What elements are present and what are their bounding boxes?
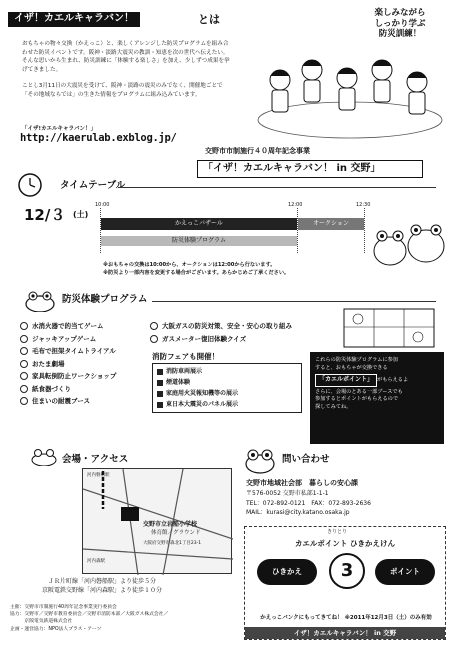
school-address: 大阪府交野市森北1丁目23-1 <box>143 541 202 546</box>
frog-icon <box>20 360 28 368</box>
intro-line: げてきました。 <box>22 66 62 73</box>
list-item-label: 消防車両展示 <box>166 368 203 376</box>
list-item <box>20 320 160 333</box>
credit-line: 企画・運営協力：NPO法人プラス・アーツ <box>10 626 102 632</box>
frog-icon <box>20 322 28 330</box>
program-title: 防災体験プログラム <box>62 294 148 305</box>
list-item-label: 家具転倒防止ワークショップ <box>32 372 117 381</box>
slogan <box>352 8 448 40</box>
event-weekday: (土) <box>73 210 89 219</box>
slogan-line: 防災訓練！ <box>378 29 422 40</box>
frog-icon <box>20 385 28 393</box>
coupon-exchange-label: ひきかえ <box>257 559 317 585</box>
divider <box>152 301 436 302</box>
kaeru-point-label: 「カエルポイント」 <box>315 374 377 387</box>
children-illustration <box>252 40 448 140</box>
contact-title: 問い合わせ <box>282 454 330 465</box>
list-item-label: 東日本大震災のパネル展示 <box>166 401 239 409</box>
frogs-illustration <box>370 196 448 278</box>
access-title: 会場・アクセス <box>62 454 129 465</box>
cut-line-label: きりとり <box>327 529 348 535</box>
box-line: すると、おもちゃが交換できる <box>315 364 388 371</box>
tick-line <box>297 208 298 253</box>
list-item <box>157 388 297 399</box>
school-name: 交野市立岩船小学校 <box>143 521 198 528</box>
event-title: 「イザ！カエルキャラバン！ in 交野」 <box>197 160 423 178</box>
bazaar-bar: かえっこバザール <box>101 218 297 230</box>
intro-line: そんな思いから生まれ、防災訓練に「体験する楽しさ」を加え、少しずつ成果を挙 <box>22 58 230 65</box>
list-item <box>157 399 297 410</box>
fire-fair <box>152 352 302 413</box>
square-icon <box>157 402 163 408</box>
frog-icon <box>20 347 28 355</box>
coupon-point-number: 3 <box>329 553 365 589</box>
list-item-label: 住まいの耐震ブース <box>32 397 90 406</box>
contact-org: 交野市地域社会部 暮らしの安心課 <box>246 479 358 487</box>
kaeru-point-box <box>310 352 444 444</box>
credit-line: 主催：交野市市制施行40周年記念事業実行委員会 <box>10 605 117 610</box>
event-date: 12/３ <box>24 206 66 224</box>
frog-icon <box>30 446 58 466</box>
list-item-label: 毛布で担架タイムトライアル <box>32 347 116 356</box>
square-icon <box>157 380 163 386</box>
list-item-label: ジャッキアップゲーム <box>32 334 97 343</box>
coupon <box>244 526 446 640</box>
tick-label: 12:00 <box>288 202 303 208</box>
blog-url[interactable]: http://kaerulab.exblog.jp/ <box>20 132 177 144</box>
fire-fair-box <box>152 363 302 413</box>
list-item-label: おたま劇場 <box>32 359 65 368</box>
intro-paragraph-1 <box>22 40 242 75</box>
timetable-note-2: ※防災より一部内容を変更する場合がございます。あらかじめご了承ください。 <box>103 270 290 276</box>
list-item <box>157 377 297 388</box>
box-line: がもらえるよ <box>377 377 409 384</box>
box-line: 参加するとポイントがもらえるので <box>315 396 399 403</box>
contact-zip: 〒576-0052 交野市私部1-1-1 <box>246 490 329 498</box>
intro-paragraph-2 <box>22 82 242 99</box>
contact-info <box>246 478 446 518</box>
puzzle-illustration <box>340 305 440 350</box>
list-item-label: 紙食器づくり <box>32 384 71 393</box>
auction-bar: オークション <box>298 218 364 230</box>
square-icon <box>157 391 163 397</box>
event-tag: 交野市市制施行４０周年記念事業 <box>205 147 310 155</box>
access-keihan: 京阪電鉄交野線「河内森駅」より徒歩１０分 <box>42 587 163 594</box>
list-item-label: 水消火器で的当てゲーム <box>32 322 104 331</box>
coupon-title: カエルポイント ひきかえけん <box>294 539 396 548</box>
coupon-point-label: ポイント <box>375 559 435 585</box>
list-item <box>20 383 160 396</box>
credit-line: 京阪電気鉄道株式会社 <box>10 619 73 625</box>
frog-icon <box>20 372 28 380</box>
url-label: 「イザ!カエルキャラバン！」 <box>22 126 97 132</box>
box-line: さらに、会場のとある一部ブースでも <box>315 388 403 395</box>
coupon-footer: イザ！カエルキャラバン！ in 交野 <box>245 627 445 639</box>
intro-line: わせた防災イベントです。阪神・淡路大震災の教訓・知恵を次の世代へ伝えたい。 <box>22 49 229 56</box>
frog-icon <box>24 288 56 312</box>
header-title: イザ！カエルキャラバン！ <box>8 12 140 27</box>
tick-line <box>100 208 101 253</box>
clock-icon <box>16 172 46 198</box>
map-label: 河内森駅 <box>87 559 105 564</box>
map-label: 河内磐船駅 <box>87 473 110 478</box>
divider <box>118 187 436 188</box>
intro-line: おもちゃの物々交換（かえっこ）と、楽しくアレンジした防災プログラムを組み合 <box>22 41 229 47</box>
credits <box>10 604 168 633</box>
list-item <box>20 395 160 408</box>
list-item-label: 大阪ガスの防災対策、安全・安心の取り組み <box>162 322 292 331</box>
timetable-note-1: ※おもちゃの交換は10:00から、オークションは12:00から行ないます。 <box>103 262 276 268</box>
contact-tel: TEL：072-892-0121 FAX：072-893-2636 <box>246 499 371 507</box>
coupon-note: かえっこバンクにもってきてね！ ※2011年12月3日（土）のみ有効 <box>260 615 432 621</box>
access-map <box>82 468 232 574</box>
access-jr: ＪＲ片町線「河内磐船駅」より徒歩５分 <box>48 578 157 585</box>
frog-icon <box>150 335 158 343</box>
tick-line <box>364 208 365 253</box>
list-item-label: ガスメーター復旧体験クイズ <box>162 334 247 343</box>
tick-label: 12:30 <box>356 202 371 208</box>
slogan-line: しっかり学ぶ <box>374 18 426 29</box>
credit-line: 協力：交野市／交野市教育委員会／交野市消防本部／大阪ガス株式会社／ <box>10 612 169 618</box>
box-line: 探してみてね。 <box>315 403 352 410</box>
frog-icon <box>20 397 28 405</box>
list-item <box>150 320 330 333</box>
program-list-left <box>20 320 160 408</box>
program-bar: 防災体験プログラム <box>101 236 297 246</box>
timetable-title: タイムテーブル <box>60 180 126 191</box>
square-icon <box>157 369 163 375</box>
contact-mail[interactable]: MAIL：kurasi@city.katano.osaka.jp <box>246 509 350 517</box>
list-item-label: 煙道体験 <box>166 379 191 387</box>
frog-icon <box>244 446 276 474</box>
intro-line: ことし3月11日の大震災を受けて、阪神・淡路の震災のみでなく、開催地ごとで <box>22 83 223 89</box>
tick-label: 10:00 <box>95 202 110 208</box>
frog-icon <box>20 335 28 343</box>
list-item <box>150 333 330 346</box>
list-item <box>20 333 160 346</box>
program-list-right <box>150 320 330 345</box>
fire-fair-title: 消防フェアも開催！ <box>152 352 220 361</box>
header-suffix: とは <box>198 13 220 26</box>
list-item-label: 家庭用火災報知機等の展示 <box>166 390 239 398</box>
list-item <box>20 370 160 383</box>
school-sub: 体育館／グラウンド <box>151 530 201 536</box>
list-item <box>20 358 160 371</box>
frog-icon <box>150 322 158 330</box>
slogan-line: 楽しみながら <box>374 8 426 18</box>
intro-line: 「その地域ならでは」の生きた情報をプログラムに組み込みています。 <box>22 91 201 98</box>
list-item <box>157 366 297 377</box>
list-item <box>20 345 160 358</box>
box-line: これらの防災体験プログラムに参加 <box>315 357 398 363</box>
